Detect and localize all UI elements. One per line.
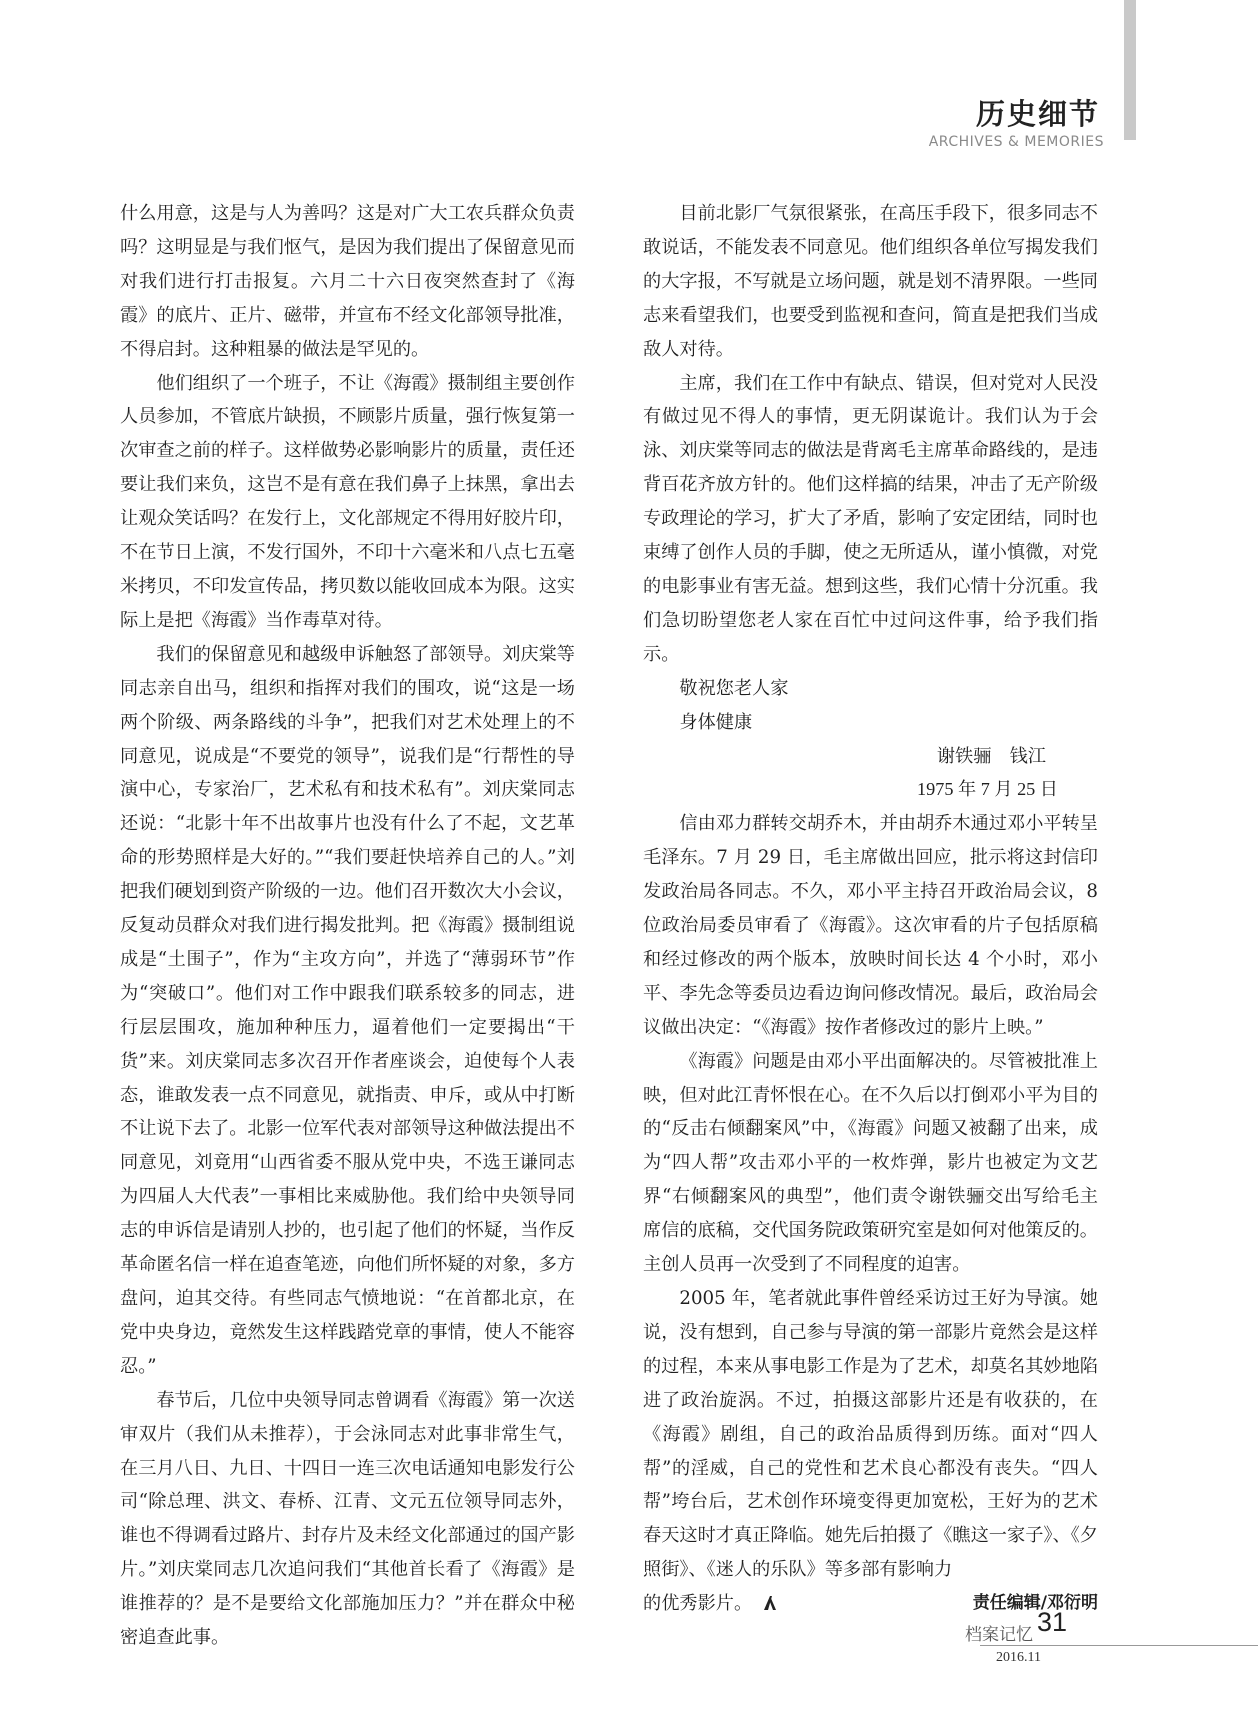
letter-greeting: 敬祝您老人家 bbox=[679, 677, 789, 699]
closing-line bbox=[643, 1587, 1098, 1621]
letter-date: 1975 年 7 月 25 日 bbox=[917, 779, 1058, 800]
side-decor-bar bbox=[1124, 0, 1136, 140]
section-title: 历史细节 bbox=[975, 97, 1100, 131]
closing-text-wrap bbox=[643, 1587, 778, 1621]
letter-greeting-wish: 身体健康 bbox=[679, 711, 753, 733]
section-subtitle: ARCHIVES & MEMORIES bbox=[928, 134, 1104, 150]
paragraph: 什么用意，这是与人为善吗？这是对广大工农兵群众负责吗？这明显是与我们怄气，是因为我们提出了保留意见而对我们进行打击报复。六月二十六日夜突然查封了《海霞》的底片、正片、磁带，并宣布不经文化部领导批准，不得启封。这种粗暴的做法是罕见的。 bbox=[120, 203, 575, 360]
paragraph: 他们组织了一个班子，不让《海霞》摄制组主要创作人员参加，不管底片缺损，不顾影片质量，强行恢复第一次审查之前的样子。这样做势必影响影片的质量，责任还要让我们来负，这岂不是有意在我们鼻子上抹黑，拿出去让观众笑话吗？在发行上，文化部规定不得用好胶片印，不在节日上演，不发行国外，不印十六毫米和八点七五毫米拷贝，不印发宣传品，拷贝数以能收回成本为限。这实际上是把《海霞》当作毒草对待。 bbox=[120, 372, 575, 631]
issue-date: 2016.11 bbox=[996, 1650, 1041, 1665]
paragraph: 《海霞》问题是由邓小平出面解决的。尽管被批准上映，但对此江青怀恨在心。在不久后以打倒邓小平为目的的“反击右倾翻案风”中，《海霞》问题又被翻了出来，成为“四人帮”攻击邓小平的一枚炸弹，影片也被定为文艺界“右倾翻案风的典型”，他们责令谢铁骊交出写给毛主席信的底稿，交代国务院政策研究室是如何对他策反的。主创人员再一次受到了不同程度的迫害。 bbox=[643, 1050, 1098, 1276]
right-column bbox=[643, 197, 1098, 1621]
end-mark-icon bbox=[762, 1595, 778, 1611]
paragraph: 目前北影厂气氛很紧张，在高压手段下，很多同志不敢说话，不能发表不同意见。他们组织各单位写揭发我们的大字报，不写就是立场问题，就是划不清界限。一些同志来看望我们，也要受到监视和查问，简直是把我们当成敌人对待。 bbox=[643, 203, 1098, 360]
closing-text: 的优秀影片。 bbox=[643, 1593, 753, 1615]
editor-credit: 责任编辑/邓衍明 bbox=[972, 1593, 1098, 1614]
paragraph: 我们的保留意见和越级申诉触怒了部领导。刘庆棠等同志亲自出马，组织和指挥对我们的围攻，说“这是一场两个阶级、两条路线的斗争”，把我们对艺术处理上的不同意见，说成是“不要党的领导”，说我们是“行帮性的导演中心，专家治厂，艺术私有和技术私有”。刘庆棠同志还说：“北影十年不出故事片也没有什么了不起，文艺革命的形势照样是大好的。”“我们要赶快培养自己的人。”刘把我们硬划到资产阶级的一边。他们召开数次大小会议，反复动员群众对我们进行揭发批判。把《海霞》摄制组说成是“土围子”，作为“主攻方向”，并选了“薄弱环节”作为“突破口”。他们对工作中跟我们联系较多的同志，进行层层围攻，施加种种压力，逼着他们一定要揭出“干货”来。刘庆棠同志多次召开作者座谈会，迫使每个人表态，谁敢发表一点不同意见，就指责、申斥，或从中打断不让说下去了。北影一位军代表对部领导这种做法提出不同意见，刘竟用“山西省委不服从党中央，不选王谦同志为四届人大代表”一事相比来威胁他。我们给中央领导同志的申诉信是请别人抄的，也引起了他们的怀疑，当作反革命匿名信一样在追查笔迹，向他们所怀疑的对象，多方盘问，迫其交待。有些同志气愤地说：“在首都北京，在党中央身边，竟然发生这样践踏党章的事情，使人不能容忍。” bbox=[120, 643, 575, 1377]
paragraph: 春节后，几位中央领导同志曾调看《海霞》第一次送审双片（我们从未推荐），于会泳同志对此事非常生气，在三月八日、九日、十四日一连三次电话通知电影发行公司“除总理、洪文、春桥、江青、文元五位领导同志外，谁也不得调看过路片、封存片及未经文化部通过的国产影片。”刘庆棠同志几次追问我们“其他首长看了《海霞》是谁推荐的？是不是要给文化部施加压力？”并在群众中秘密追查此事。 bbox=[120, 1389, 575, 1649]
paragraph: 信由邓力群转交胡乔木，并由胡乔木通过邓小平转呈毛泽东。7 月 29 日，毛主席做出回应，批示将这封信印发政治局各同志。不久，邓小平主持召开政治局会议，8 位政治局委员审看了《海霞》。这次审看的片子包括原稿和经过修改的两个版本，放映时间长达 4 个小时，邓小平、李先念等委员边看边询问修改情况。最后，政治局会议做出决定：“《海霞》按作者修改过的影片上映。” bbox=[643, 813, 1098, 1038]
left-column bbox=[120, 197, 575, 1655]
paragraph: 主席，我们在工作中有缺点、错误，但对党对人民没有做过见不得人的事情，更无阴谋诡计。我们认为于会泳、刘庆棠等同志的做法是背离毛主席革命路线的，是违背百花齐放方针的。他们这样搞的结果，冲击了无产阶级专政理论的学习，扩大了矛盾，影响了安定团结，同时也束缚了创作人员的手脚，使之无所适从，谨小慎微，对党的电影事业有害无益。想到这些，我们心情十分沉重。我们急切盼望您老人家在百忙中过问这件事，给予我们指示。 bbox=[643, 372, 1098, 665]
magazine-name: 档案记忆 bbox=[965, 1625, 1033, 1645]
footer-rule bbox=[980, 1645, 1258, 1646]
paragraph: 2005 年，笔者就此事件曾经采访过王好为导演。她说，没有想到，自己参与导演的第一部影片竟然会是这样的过程，本来从事电影工作是为了艺术，却莫名其妙地陷进了政治旋涡。不过，拍摄这部影片还是有收获的，在《海霞》剧组，自己的政治品质得到历练。面对“四人帮”的淫威，自己的党性和艺术良心都没有丧失。“四人帮”垮台后，艺术创作环境变得更加宽松，王好为的艺术春天这时才真正降临。她先后拍摄了《瞧这一家子》、《夕照街》、《迷人的乐队》等多部有影响力 bbox=[643, 1288, 1098, 1581]
letter-signature: 谢铁骊 钱江 bbox=[936, 745, 1046, 767]
page-number: 31 bbox=[1037, 1607, 1068, 1637]
